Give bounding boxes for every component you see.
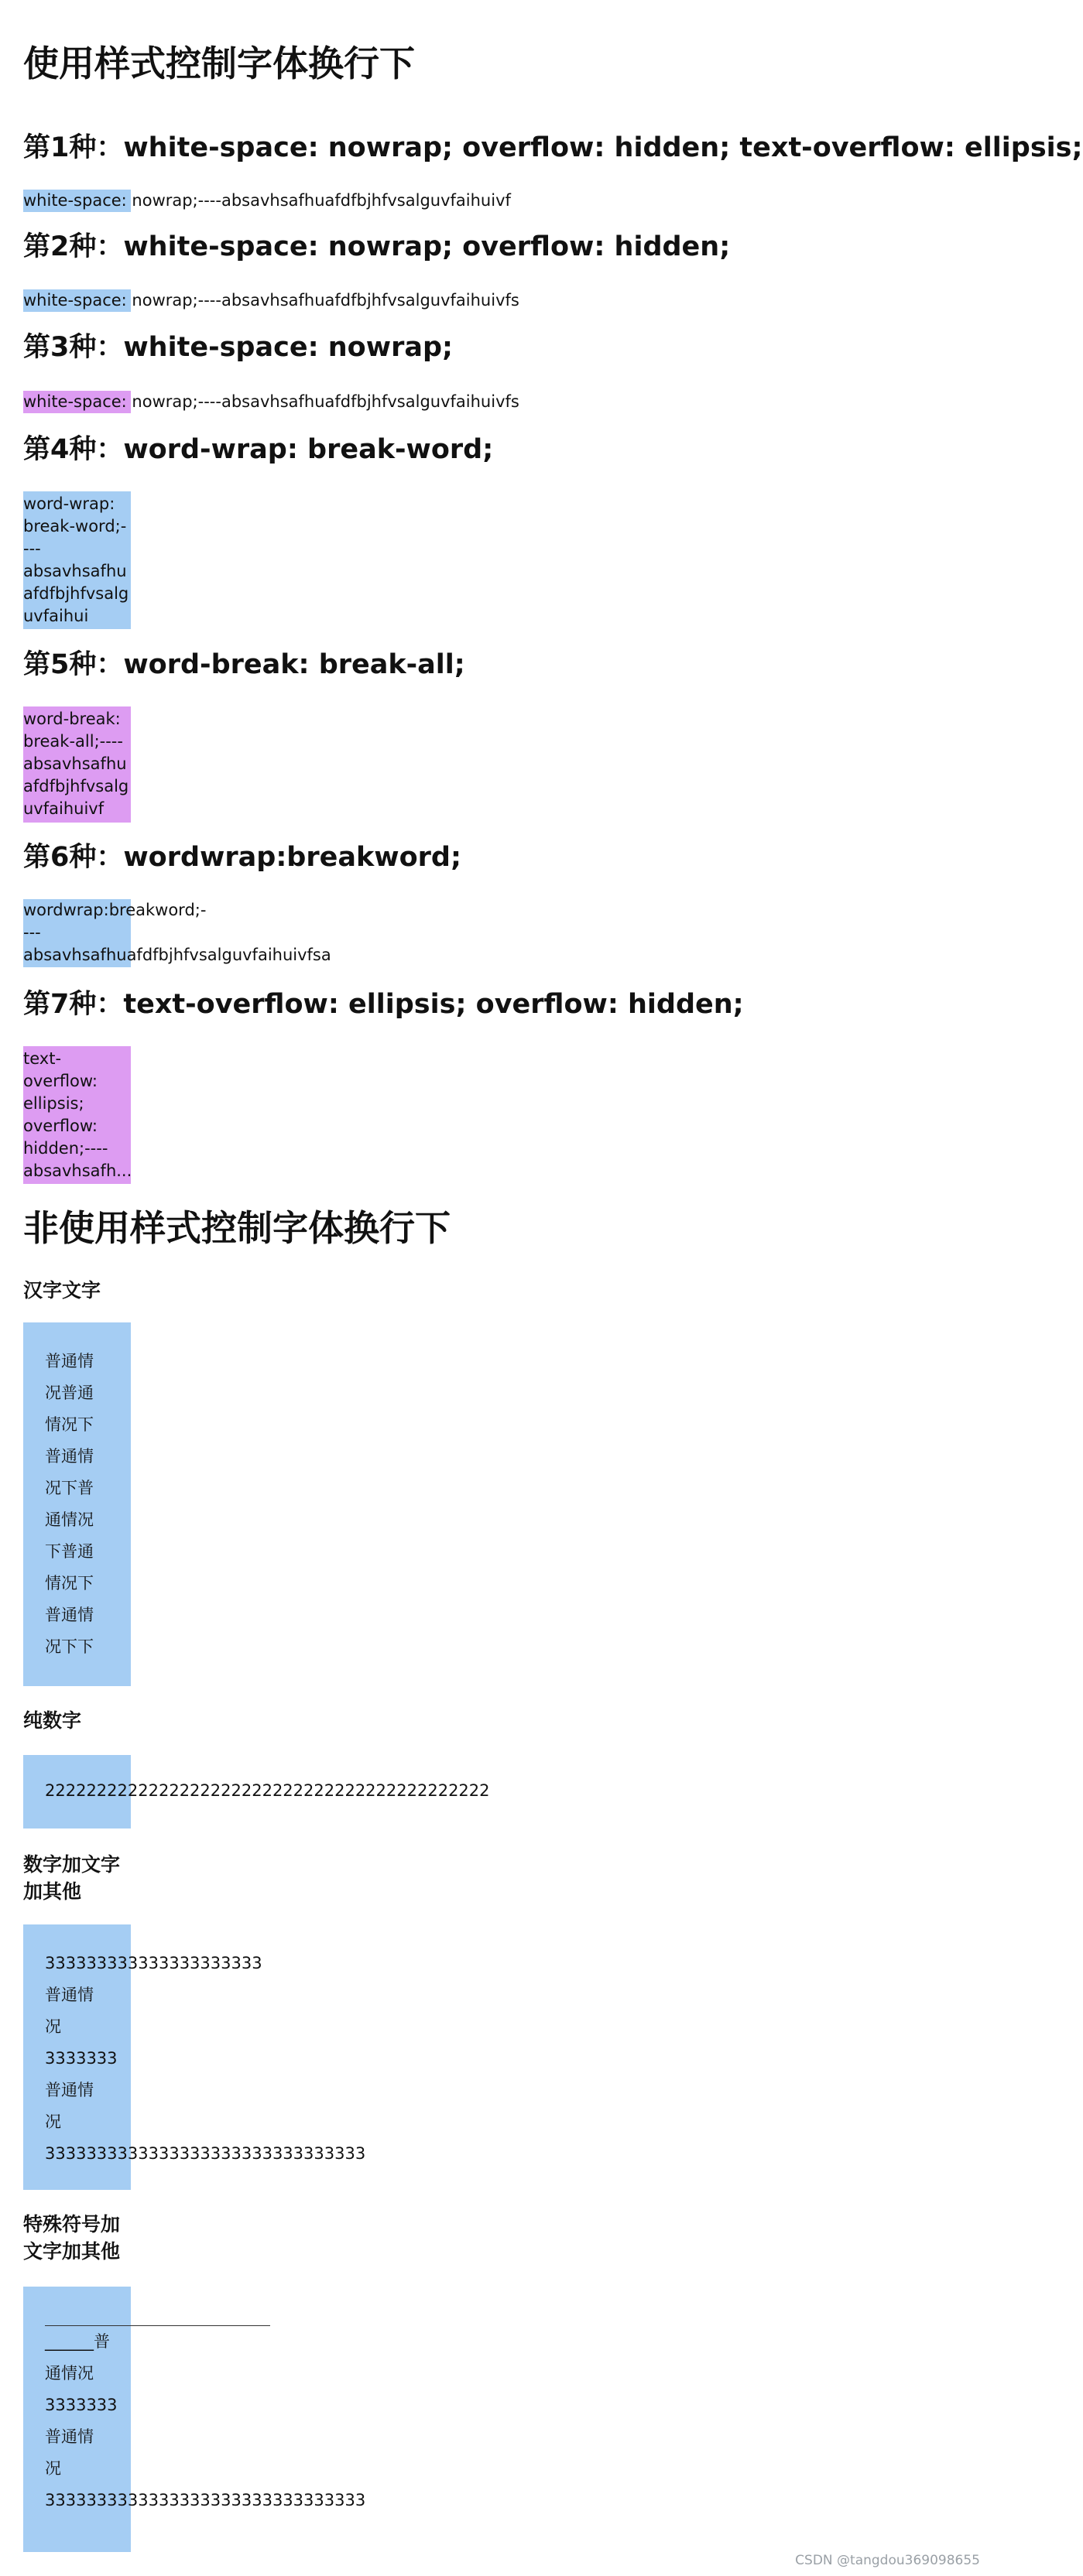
list-item: 况普通 [45, 1384, 94, 1402]
case-6-line-2: --- [23, 923, 41, 942]
list-item: 情况下 [45, 1574, 94, 1592]
watermark: CSDN @tangdou369098655 [795, 2553, 980, 2568]
example-digits-label: 纯数字 [23, 1709, 82, 1732]
list-item: 况下普 [45, 1479, 94, 1497]
case-7-box: text-overflow: ellipsis; overflow: hidden;----absavhsafh... [23, 1046, 131, 1184]
list-item: 普通情 [45, 1986, 94, 2004]
list-item: 普通情 [45, 1606, 94, 1624]
list-item: 通情况 [45, 1510, 94, 1529]
case-6-line-1: wordwrap:breakword;- [23, 901, 207, 919]
section-title-unstyled: 非使用样式控制字体换行下 [23, 1207, 451, 1249]
case-6-line-3: absavhsafhuafdfbjhfvsalguvfaihuivfsa [23, 946, 331, 964]
case-1-heading: 第1种：white-space: nowrap; overflow: hidden; text-overflow: ellipsis; [23, 132, 1083, 163]
list-item: 333333333333333333333 [45, 1954, 262, 1972]
list-item: 情况下 [45, 1415, 94, 1434]
list-item: 况 [45, 2459, 61, 2478]
example-symbols-box [23, 2287, 366, 2552]
example-symbols-label: 特殊符号加文字加其他 [23, 2213, 121, 2263]
list-item: 3333333 [45, 2396, 118, 2414]
list-item: 普通情 [45, 1352, 94, 1370]
list-item: 3333333333333333333333333333333 [45, 2144, 366, 2163]
list-item: 通情况 [45, 2364, 94, 2383]
list-item: ______普 [45, 2332, 110, 2351]
underscore-line [45, 2310, 270, 2326]
example-mixed-box [23, 1924, 366, 2190]
example-chinese-box [23, 1322, 131, 1686]
case-2-box: white-space: nowrap;----absavhsafhuafdfbjhfvsalguvfaihuivfs [23, 289, 131, 312]
list-item: 况 [45, 2112, 61, 2131]
case-7-heading: 第7种：text-overflow: ellipsis; overflow: hidden; [23, 989, 744, 1020]
case-1-box: white-space: nowrap;----absavhsafhuafdfbjhfvsalguvfaihuivf [23, 190, 131, 212]
case-5-heading: 第5种：word-break: break-all; [23, 649, 465, 680]
list-item: 3333333333333333333333333333333 [45, 2491, 366, 2509]
list-item: 普通情 [45, 2427, 94, 2446]
list-item: 3333333 [45, 2049, 118, 2068]
list-item: 下普通 [45, 1542, 94, 1561]
section-title-styled: 使用样式控制字体换行下 [23, 43, 415, 84]
case-3-heading: 第3种：white-space: nowrap; [23, 332, 453, 363]
case-4-box: word-wrap: break-word;----absavhsafhuafdfbjhfvsalguvfaihui [23, 491, 131, 629]
example-digits-box [23, 1755, 490, 1829]
example-chinese-label: 汉字文字 [23, 1279, 101, 1302]
case-6-heading: 第6种：wordwrap:breakword; [23, 842, 461, 873]
example-mixed-label: 数字加文字加其他 [23, 1853, 121, 1903]
list-item: 普通情 [45, 1447, 94, 1466]
case-5-box: word-break: break-all;----absavhsafhuafdfbjhfvsalguvfaihuivf [23, 706, 131, 823]
list-item: 2222222222222222222222222222222222222222222 [45, 1781, 490, 1800]
case-4-heading: 第4种：word-wrap: break-word; [23, 434, 494, 465]
case-6-box [23, 899, 331, 967]
list-item: 况 [45, 2017, 61, 2036]
case-3-box: white-space: nowrap;----absavhsafhuafdfbjhfvsalguvfaihuivfs [23, 391, 131, 413]
case-2-heading: 第2种：white-space: nowrap; overflow: hidden; [23, 231, 731, 262]
list-item: 况下下 [45, 1637, 94, 1656]
list-item: 普通情 [45, 2081, 94, 2099]
